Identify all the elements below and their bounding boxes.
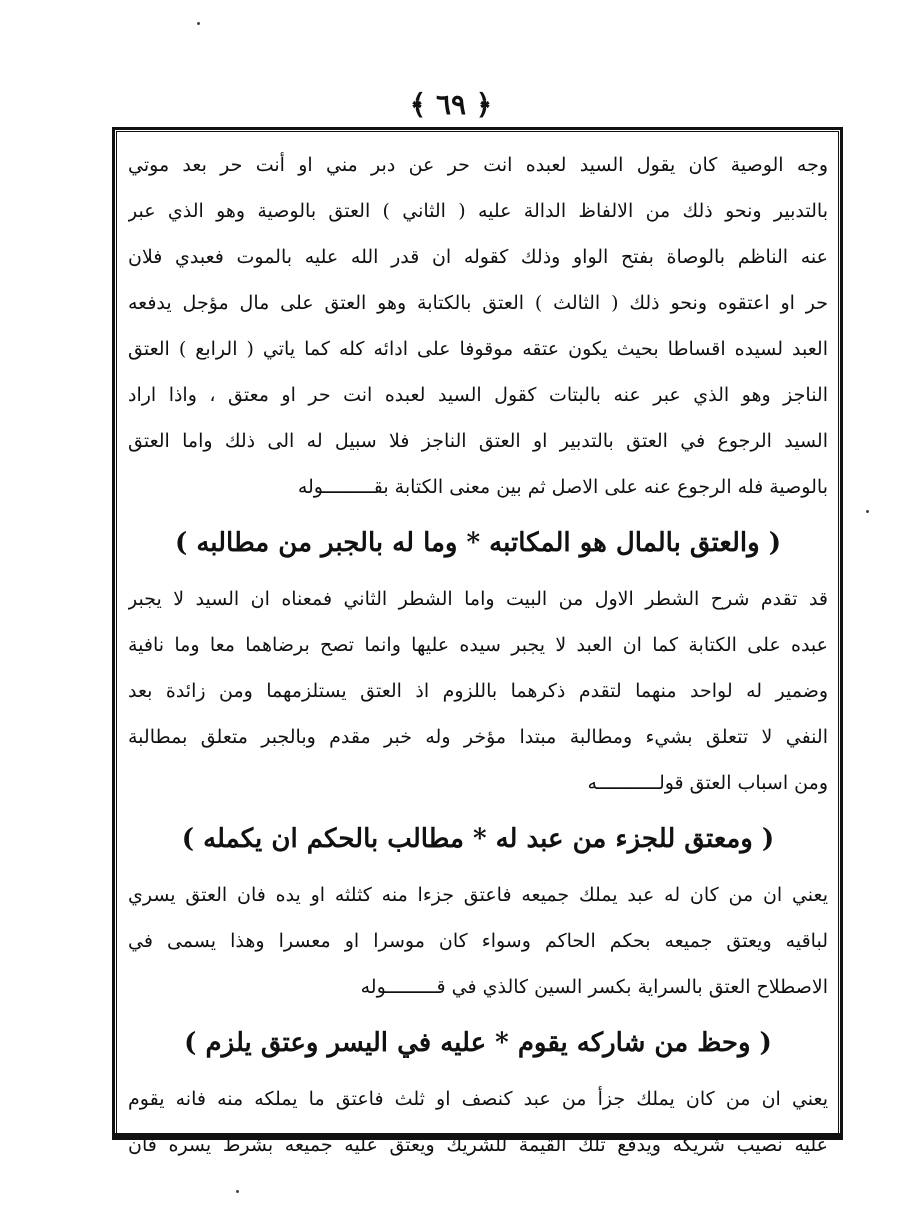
verse-heading: ( ومعتق للجزء من عبد له * مطالب بالحكم ان يكمله ) — [181, 824, 775, 854]
text-line: النفي لا تتعلق بشيء ومطالبة مبتدا مؤخر وله خبر مقدم وبالجبر متعلق بمطالبة — [128, 726, 828, 748]
text-line: لباقيه ويعتق جميعه بحكم الحاكم وسواء كان موسرا او معسرا وهذا يسمى في — [128, 930, 828, 952]
page-number: ﴿ ٦٩ ﴾ — [409, 88, 493, 121]
text-line: ومن اسباب العتق قولـــــــــــه — [587, 772, 828, 794]
text-line: بالوصية فله الرجوع عنه على الاصل ثم بين معنى الكتابة بقـــــــــوله — [297, 476, 828, 498]
text-line: حر او اعتقوه ونحو ذلك ( الثالث ) العتق بالكتابة وهو العتق على مال مؤجل يدفعه — [128, 292, 828, 314]
page-body — [128, 142, 828, 1168]
text-line: عنه الناظم بالوصاة بفتح الواو وذلك كقوله ان قدر الله عليه بالموت فعبدي فلان — [128, 246, 828, 268]
text-line: قد تقدم شرح الشطر الاول من البيت واما الشطر الثاني فمعناه ان السيد لا يجبر — [128, 588, 828, 610]
text-line: السيد الرجوع في العتق بالتدبير او العتق الناجز فلا سبيل له الى ذلك واما العتق — [128, 430, 828, 452]
scan-speck — [197, 22, 200, 25]
scan-speck — [866, 510, 869, 513]
text-line: يعني ان من كان له عبد يملك جميعه فاعتق جزءا منه كثلثه او يده فان العتق يسري — [128, 884, 828, 906]
text-line: العبد لسيده اقساطا بحيث يكون عتقه موقوفا على ادائه كله كما ياتي ( الرابع ) العتق — [128, 338, 828, 360]
text-line: وجه الوصية كان يقول السيد لعبده انت حر عن دبر مني او أنت حر بعد موتي — [128, 154, 828, 176]
text-line: عبده على الكتابة كما ان العبد لا يجبر سيده عليها وانما تصح برضاهما معا وما نافية — [128, 634, 828, 656]
paragraph-3 — [128, 872, 828, 1010]
paragraph-2 — [128, 576, 828, 806]
paragraph-1 — [128, 142, 828, 510]
text-line: الاصطلاح العتق بالسراية بكسر السين كالذي في قـــــــــوله — [360, 976, 828, 998]
scan-speck — [236, 1190, 239, 1193]
verse-heading: ( وحظ من شاركه يقوم * عليه في اليسر وعتق يلزم ) — [184, 1028, 772, 1058]
text-line: وضمير له لواحد منهما لتقدم ذكرهما باللزوم اذ العتق يستلزمهما ومن زائدة بعد — [128, 680, 828, 702]
paragraph-4 — [128, 1076, 828, 1168]
text-line: الناجز وهو الذي عبر عنه بالبتات كقول السيد لعبده انت حر او معتق ، واذا اراد — [128, 384, 828, 406]
text-line: يعني ان من كان يملك جزأ من عبد كنصف او ثلث فاعتق ما يملكه منه فانه يقوم — [128, 1088, 828, 1110]
text-line: عليه نصيب شريكه ويدفع تلك القيمة للشريك ويعتق عليه جميعه بشرط يسره فان — [128, 1134, 828, 1156]
text-line: بالتدبير ونحو ذلك من الالفاظ الدالة عليه ( الثاني ) العتق بالوصية وهو الذي عبر — [128, 200, 828, 222]
verse-heading: ( والعتق بالمال هو المكاتبه * وما له بالجبر من مطالبه ) — [174, 528, 781, 558]
